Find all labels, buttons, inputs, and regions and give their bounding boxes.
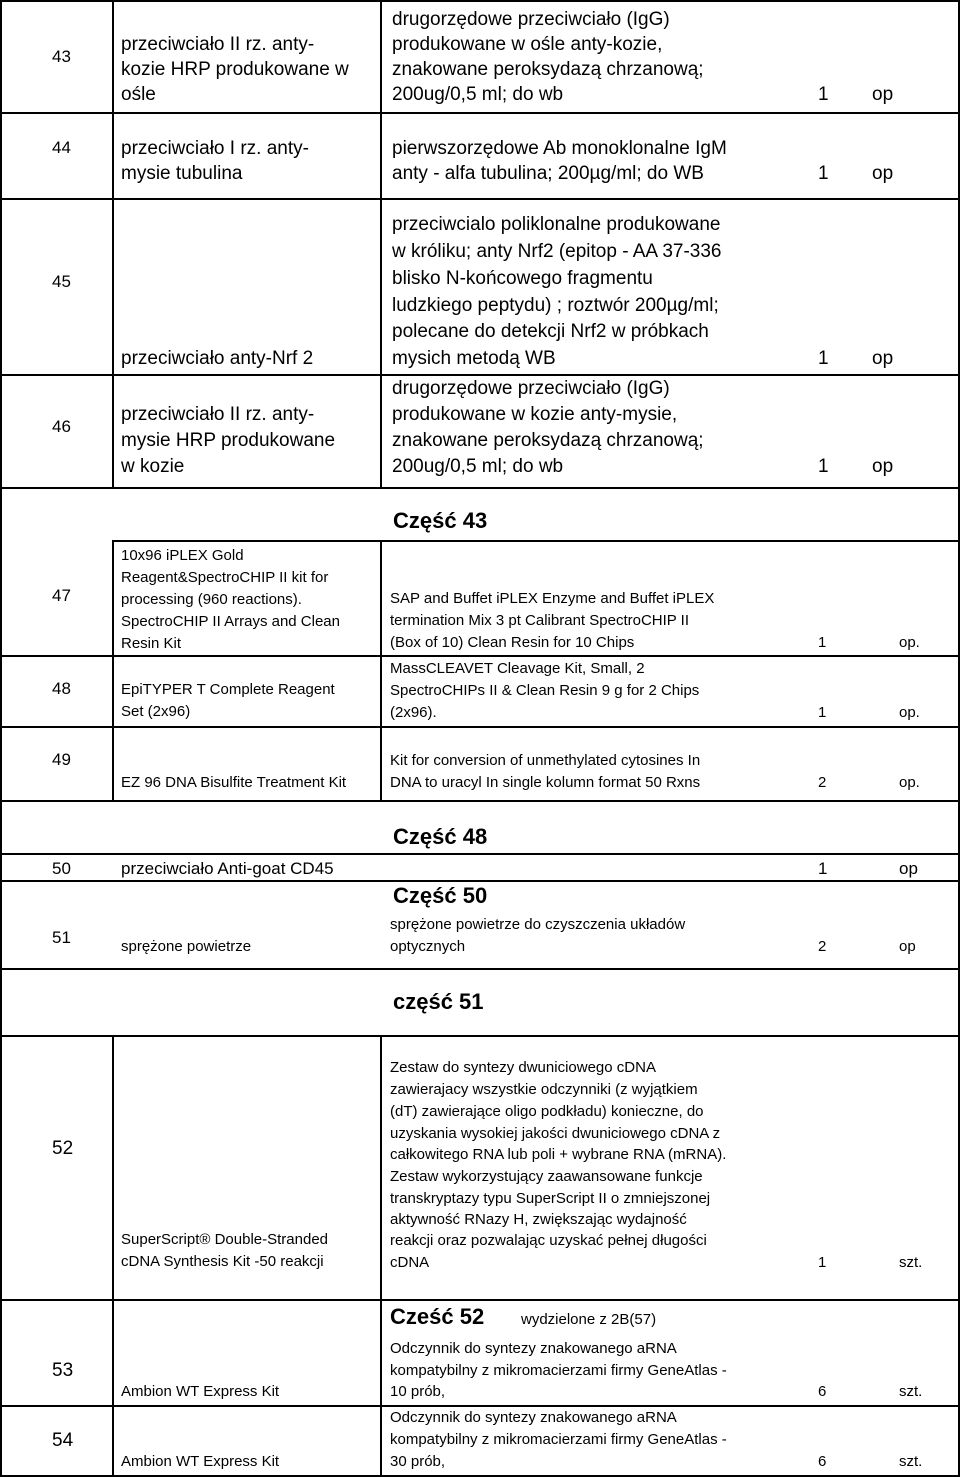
item-name: mysie HRP produkowane (121, 430, 336, 451)
row-number: 47 (52, 586, 71, 605)
item-quantity: 1 (818, 704, 827, 721)
item-description: SAP and Buffet iPLEX Enzyme and Buffet iPLEX (390, 590, 715, 607)
item-description: ludzkiego peptydu) ; roztwór 200µg/ml; (392, 295, 719, 316)
item-description: zawierajacy wszystkie odczynniki (z wyjątkiem (390, 1081, 698, 1098)
item-description: 200ug/0,5 ml; do wb (392, 456, 564, 477)
item-description: całkowitego RNA lub poli + wybrane RNA (mRNA). (390, 1146, 727, 1163)
item-description: termination Mix 3 pt Calibrant SpectroCHIP II (390, 612, 690, 629)
section-heading: Część 48 (393, 824, 488, 849)
row-divider (0, 880, 960, 882)
section-heading: część 51 (393, 989, 484, 1014)
item-description: 200ug/0,5 ml; do wb (392, 84, 564, 105)
item-description: reakcji oraz pozwalając uzyskać pełnej długości (390, 1232, 707, 1249)
item-description: blisko N-końcowego fragmentu (392, 268, 653, 289)
item-name: sprężone powietrze (121, 938, 252, 955)
item-unit: op. (899, 704, 920, 721)
item-unit: op (899, 859, 918, 878)
item-name: processing (960 reactions). (121, 591, 302, 608)
item-description: Zestaw wykorzystujący zaawansowane funkcje (390, 1168, 703, 1185)
row-divider (0, 968, 960, 970)
item-quantity: 1 (818, 456, 829, 477)
item-quantity: 2 (818, 774, 827, 791)
item-description: drugorzędowe przeciwciało (IgG) (392, 9, 670, 30)
item-description: polecane do detekcji Nrf2 w próbkach (392, 321, 709, 342)
item-name: Ambion WT Express Kit (121, 1453, 280, 1470)
item-description: Kit for conversion of unmethylated cytosines In (390, 752, 701, 769)
item-description: znakowane peroksydazą chrzanową; (392, 59, 704, 80)
item-name: Resin Kit (121, 635, 182, 652)
item-unit: szt. (899, 1383, 923, 1400)
item-quantity: 1 (818, 348, 829, 369)
section-heading: Część 43 (393, 508, 488, 533)
row-divider (0, 726, 960, 728)
column-divider (112, 540, 114, 800)
item-name: kozie HRP produkowane w (121, 59, 349, 80)
item-name: EpiTYPER T Complete Reagent (121, 681, 335, 698)
item-description: optycznych (390, 938, 466, 955)
item-description: (Box of 10) Clean Resin for 10 Chips (390, 634, 635, 651)
item-name: przeciwciało Anti-goat CD45 (121, 859, 334, 878)
column-divider (112, 1035, 114, 1475)
row-divider (0, 0, 960, 2)
item-unit: op (899, 938, 916, 955)
column-divider (380, 540, 382, 800)
item-name: 10x96 iPLEX Gold (121, 547, 244, 564)
item-description: transkryptazy typu SuperScript II o zmniejszonej (390, 1190, 711, 1207)
item-unit: szt. (899, 1254, 923, 1271)
row-number: 49 (52, 750, 71, 769)
column-divider (0, 0, 2, 1477)
row-divider (0, 655, 960, 657)
item-name: ośle (121, 84, 156, 105)
item-description: uzyskania wysokiej jakości dwuniciowego cDNA z (390, 1125, 721, 1142)
item-unit: szt. (899, 1453, 923, 1470)
item-unit: op (872, 163, 894, 184)
item-description: 10 prób, (390, 1383, 446, 1400)
item-description: Odczynnik do syntezy znakowanego aRNA (390, 1340, 677, 1357)
item-unit: op. (899, 774, 920, 791)
row-number: 53 (52, 1360, 74, 1381)
row-number: 43 (52, 47, 71, 66)
row-number: 45 (52, 272, 71, 291)
column-divider (112, 0, 114, 487)
item-name: SpectroCHIP II Arrays and Clean (121, 613, 340, 630)
item-description: DNA to uracyl In single kolumn format 50 Rxns (390, 774, 701, 791)
item-name: SuperScript® Double-Stranded (121, 1231, 328, 1248)
row-divider (0, 1299, 960, 1301)
item-description: (dT) zawierające oligo podkładu) konieczne, do (390, 1103, 704, 1120)
item-description: SpectroCHIPs II & Clean Resin 9 g for 2 Chips (390, 682, 700, 699)
item-quantity: 1 (818, 634, 827, 651)
column-divider (380, 1035, 382, 1475)
row-divider (0, 112, 960, 114)
item-quantity: 1 (818, 163, 829, 184)
item-description: pierwszorzędowe Ab monoklonalne IgM (392, 138, 727, 159)
item-name: przeciwciało II rz. anty- (121, 404, 315, 425)
section-heading: Cześć 52 (390, 1304, 485, 1329)
item-quantity: 2 (818, 938, 827, 955)
row-number: 44 (52, 138, 71, 157)
row-number: 54 (52, 1430, 74, 1451)
row-divider (0, 800, 960, 802)
row-divider (0, 1035, 960, 1037)
row-number: 48 (52, 679, 71, 698)
column-divider (380, 0, 382, 487)
row-divider (0, 198, 960, 200)
item-description: kompatybilny z mikromacierzami firmy GeneAtlas - (390, 1431, 727, 1448)
item-description: w króliku; anty Nrf2 (epitop - AA 37-336 (392, 241, 722, 262)
item-name: EZ 96 DNA Bisulfite Treatment Kit (121, 774, 347, 791)
item-description: drugorzędowe przeciwciało (IgG) (392, 378, 670, 399)
item-description: (2x96). (390, 704, 437, 721)
row-divider (0, 1405, 960, 1407)
row-number: 51 (52, 928, 71, 947)
item-quantity: 1 (818, 1254, 827, 1271)
item-description: Zestaw do syntezy dwuniciowego cDNA (390, 1059, 656, 1076)
item-name: przeciwciało anty-Nrf 2 (121, 348, 314, 369)
section-heading: Część 50 (393, 883, 488, 908)
item-description: sprężone powietrze do czyszczenia układów (390, 916, 686, 933)
item-unit: op. (899, 634, 920, 651)
item-description: produkowane w kozie anty-mysie, (392, 404, 678, 425)
row-number: 46 (52, 417, 71, 436)
item-description: MassCLEAVET Cleavage Kit, Small, 2 (390, 660, 645, 677)
item-quantity: 6 (818, 1383, 827, 1400)
item-description: przeciwcialo poliklonalne produkowane (392, 214, 721, 235)
item-quantity: 1 (818, 84, 829, 105)
item-name: w kozie (121, 456, 185, 477)
row-divider (0, 374, 960, 376)
item-name: Reagent&SpectroCHIP II kit for (121, 569, 329, 586)
row-divider (0, 487, 960, 489)
row-divider (0, 853, 960, 855)
item-description: kompatybilny z mikromacierzami firmy GeneAtlas - (390, 1362, 727, 1379)
item-description: produkowane w ośle anty-kozie, (392, 34, 663, 55)
item-description: aktywność RNazy H, zwiększając wydajność (390, 1211, 687, 1228)
item-unit: op (872, 84, 894, 105)
section-note: wydzielone z 2B(57) (521, 1311, 657, 1328)
item-description: mysich metodą WB (392, 348, 556, 369)
item-quantity: 1 (818, 859, 828, 878)
item-name: przeciwciało I rz. anty- (121, 138, 309, 159)
item-description: 30 prób, (390, 1453, 446, 1470)
item-description: anty - alfa tubulina; 200µg/ml; do WB (392, 163, 704, 184)
row-number: 50 (52, 859, 71, 878)
item-description: znakowane peroksydazą chrzanową; (392, 430, 704, 451)
item-name: Set (2x96) (121, 703, 191, 720)
item-name: przeciwciało II rz. anty- (121, 34, 315, 55)
item-unit: op (872, 348, 894, 369)
item-name: Ambion WT Express Kit (121, 1383, 280, 1400)
item-description: Odczynnik do syntezy znakowanego aRNA (390, 1409, 677, 1426)
item-unit: op (872, 456, 894, 477)
item-description: cDNA (390, 1254, 430, 1271)
row-number: 52 (52, 1138, 74, 1159)
row-divider (112, 540, 960, 542)
item-name: cDNA Synthesis Kit -50 reakcji (121, 1253, 324, 1270)
item-quantity: 6 (818, 1453, 827, 1470)
item-name: mysie tubulina (121, 163, 243, 184)
